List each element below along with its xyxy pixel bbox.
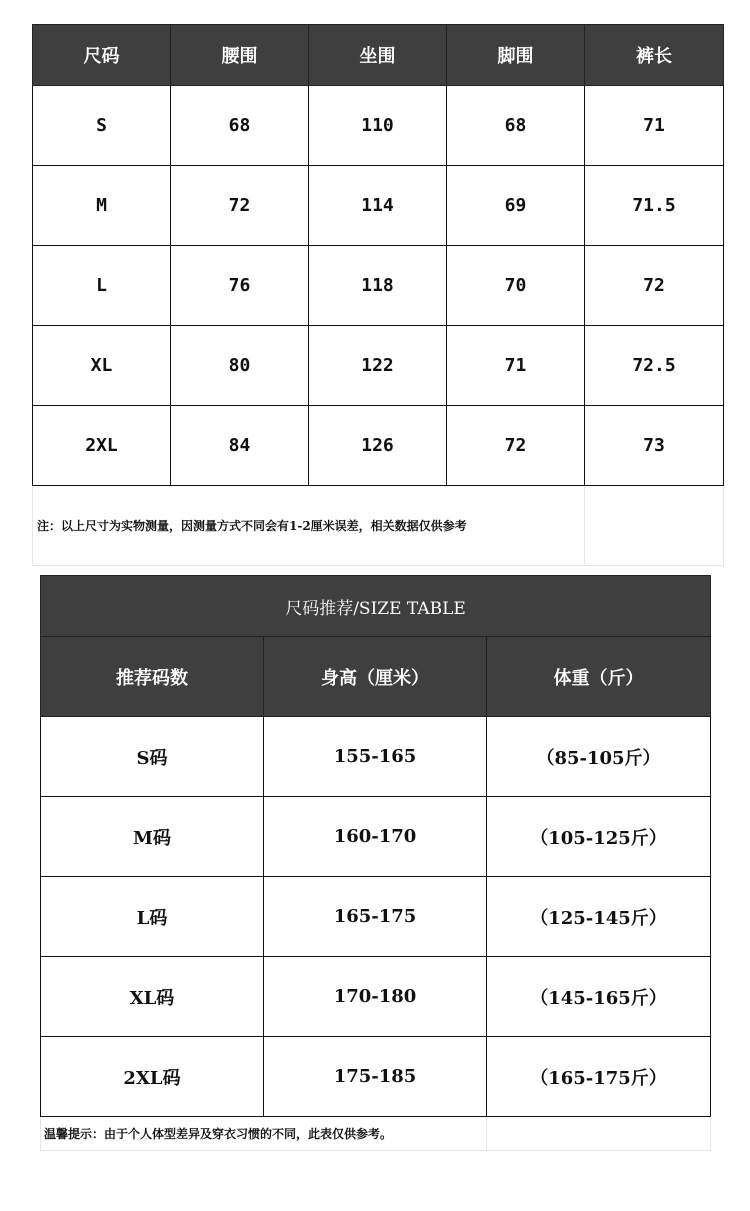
table-cell: 68 — [447, 86, 585, 166]
note-row — [33, 486, 724, 566]
table-cell: 160-170 — [264, 797, 487, 877]
header-hem: 脚围 — [447, 25, 585, 86]
table-cell: 175-185 — [264, 1037, 487, 1117]
table-cell: 71.5 — [585, 166, 724, 246]
header-height: 身高（厘米） — [264, 637, 487, 717]
table-cell: S — [33, 86, 171, 166]
table-cell: （145-165斤） — [487, 957, 711, 1037]
table-cell: 114 — [309, 166, 447, 246]
table-cell: 2XL码 — [41, 1037, 264, 1117]
table-row — [41, 797, 711, 877]
table-row — [41, 1037, 711, 1117]
table-row — [33, 326, 724, 406]
table-row — [41, 717, 711, 797]
header-weight: 体重（斤） — [487, 637, 711, 717]
table-row — [33, 166, 724, 246]
table-cell: 126 — [309, 406, 447, 486]
table-row — [33, 86, 724, 166]
table-cell: （85-105斤） — [487, 717, 711, 797]
recommend-caption-row — [41, 576, 711, 637]
table-cell: 2XL — [33, 406, 171, 486]
table-cell: 72 — [171, 166, 309, 246]
table-cell: 72 — [585, 246, 724, 326]
table-cell: 70 — [447, 246, 585, 326]
table-cell: 80 — [171, 326, 309, 406]
table-cell: 155-165 — [264, 717, 487, 797]
table-cell: 72.5 — [585, 326, 724, 406]
header-recommend-size: 推荐码数 — [41, 637, 264, 717]
table-row — [41, 957, 711, 1037]
table-cell: 165-175 — [264, 877, 487, 957]
table-row — [33, 246, 724, 326]
table-cell: 170-180 — [264, 957, 487, 1037]
table-cell: XL — [33, 326, 171, 406]
header-waist: 腰围 — [171, 25, 309, 86]
table-cell: M — [33, 166, 171, 246]
header-hip: 坐围 — [309, 25, 447, 86]
table-cell: L码 — [41, 877, 264, 957]
tip-row — [41, 1117, 711, 1151]
table-cell: 122 — [309, 326, 447, 406]
table-cell: XL码 — [41, 957, 264, 1037]
table-cell: 110 — [309, 86, 447, 166]
size-recommend-table — [40, 575, 711, 1151]
table-cell: L — [33, 246, 171, 326]
note-empty-cell — [585, 486, 724, 566]
table-row — [41, 877, 711, 957]
header-length: 裤长 — [585, 25, 724, 86]
table-cell: 71 — [585, 86, 724, 166]
recommend-caption: 尺码推荐/SIZE TABLE — [41, 576, 711, 637]
table-cell: （125-145斤） — [487, 877, 711, 957]
table-cell: 118 — [309, 246, 447, 326]
table-cell: 76 — [171, 246, 309, 326]
size-chart-table — [32, 24, 724, 566]
table-cell: 71 — [447, 326, 585, 406]
table-cell: 72 — [447, 406, 585, 486]
measurement-note: 注：以上尺寸为实物测量，因测量方式不同会有1-2厘米误差，相关数据仅供参考 — [33, 486, 585, 566]
tip-empty-cell — [487, 1117, 711, 1151]
table-cell: M码 — [41, 797, 264, 877]
table-cell: 84 — [171, 406, 309, 486]
table-row — [33, 406, 724, 486]
table-cell: S码 — [41, 717, 264, 797]
size-chart-header-row — [33, 25, 724, 86]
table-cell: 68 — [171, 86, 309, 166]
table-cell: （105-125斤） — [487, 797, 711, 877]
recommend-header-row — [41, 637, 711, 717]
table-cell: （165-175斤） — [487, 1037, 711, 1117]
recommend-tip: 温馨提示：由于个人体型差异及穿衣习惯的不同，此表仅供参考。 — [41, 1117, 487, 1151]
table-cell: 69 — [447, 166, 585, 246]
header-size: 尺码 — [33, 25, 171, 86]
table-cell: 73 — [585, 406, 724, 486]
